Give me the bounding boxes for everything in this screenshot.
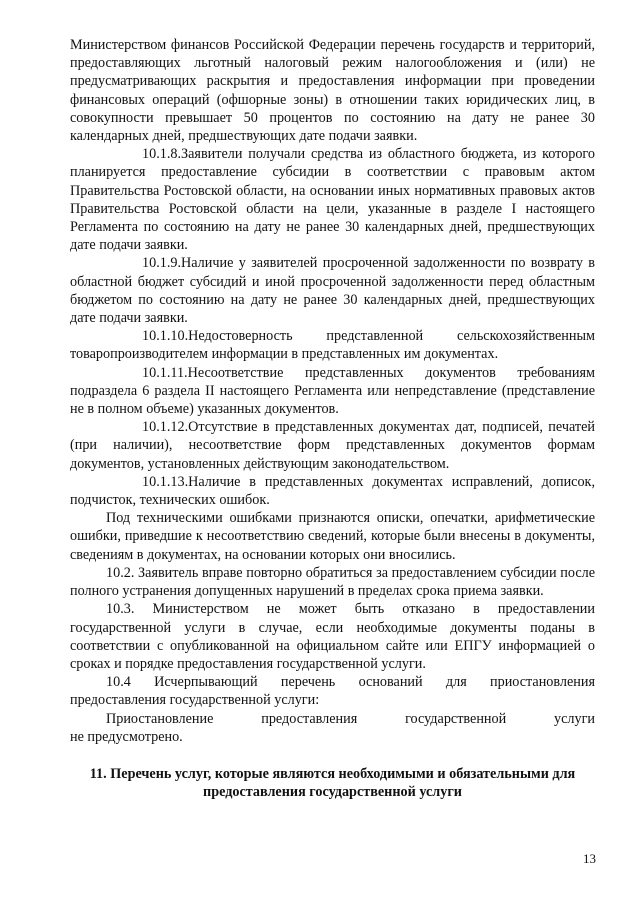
page-number: 13 [583,851,596,866]
page-body [70,36,595,746]
paragraph-text: Несоответствие представленных документов требованиям подраздела 6 раздела II настоящего Регламента или непредставление (представление не в полном объеме) указанных документов. [70,364,595,418]
paragraph-10-1-11 [70,364,595,419]
paragraph-text: Недостоверность представленной сельскохозяйственным товаропроизводителем информации в представленных им документах. [70,328,595,363]
clause-number: 10.1.9. [142,255,182,272]
paragraph-technical-errors [70,509,595,564]
paragraph-offshore-continuation [70,36,595,145]
paragraph-10-1-9 [70,254,595,327]
paragraph-10-2 [70,564,595,600]
paragraph-suspension-end [70,728,595,746]
paragraph-text: Под техническими ошибками признаются описки, опечатки, арифметические ошибки, приведшие к несоответствию сведений, которые были внесены в документы, сведениям в документах, на основании которых они вносились. [70,510,595,563]
paragraph-text: не предусмотрено. [70,728,183,745]
paragraph-text: Заявители получали средства из областного бюджета, из которого планируется предоставление субсидии в соответствии с правовым актом Правительства Ростовской области, на основании иных нормативных правовых актов Правительства Ростовской области на цели, указанные в разделе I настоящего Регламента по состоянию на дату не ранее 30 календарных дней, предшествующих дате подачи заявки. [70,146,595,254]
paragraph-10-3 [70,600,595,673]
paragraph-text: Наличие в представленных документах исправлений, дописок, подчисток, технических ошибок. [70,473,595,509]
clause-number: 10.1.11. [142,364,188,381]
paragraph-text: Отсутствие в представленных документах дат, подписей, печатей (при наличии), несоответствие форм представленных документов формам документов, установленных действующим законодательством. [70,419,595,472]
paragraph-10-1-13 [70,473,595,509]
paragraph-text: Министерством финансов Российской Федерации перечень государств и территорий, предоставляющих льготный налоговый режим налогообложения и (или) не предусматривающих раскрытия и предоставления информации при проведении финансовых операций (офшорные зоны) в отношении таких юридических лиц, в совокупности превышает 50 процентов по состоянию на дату не ранее 30 календарных дней, предшествующих дате подачи заявки. [70,37,595,145]
clause-number: 10.1.10. [142,328,189,345]
paragraph-text: 10.2. Заявитель вправе повторно обратиться за предоставлением субсидии после полного устранения допущенных нарушений в пределах срока приема заявки. [70,564,595,600]
paragraph-10-1-12 [70,418,595,473]
paragraph-10-4 [70,673,595,709]
clause-number: 10.1.8. [142,146,182,163]
paragraph-10-1-10 [70,327,595,363]
clause-number: 10.1.12. [142,419,189,436]
paragraph-10-1-8 [70,145,595,254]
paragraph-text: Приостановление предоставления государственной услуги [106,710,595,727]
paragraph-text: Наличие у заявителей просроченной задолженности по возврату в областной бюджет субсидий и иной просроченной задолженности перед областным бюджетом по состоянию на дату не ранее 30 календарных дней, предшествующих дате подачи заявки. [70,255,595,327]
paragraph-text: 10.3. Министерством не может быть отказано в предоставлении государственной услуги в случае, если необходимые документы поданы в соответствии с опубликованной на официальном сайте или ЕПГУ информацией о сроках и порядке предоставления государственной услуги. [70,601,595,672]
clause-number: 10.1.13. [142,473,189,490]
section-heading: 11. Перечень услуг, которые являются необходимыми и обязательными для предоставления государственной услуги [89,766,576,801]
paragraph-text: 10.4 Исчерпывающий перечень оснований для приостановления предоставления государственной услуги: [70,674,595,709]
paragraph-suspension-line [70,710,595,728]
